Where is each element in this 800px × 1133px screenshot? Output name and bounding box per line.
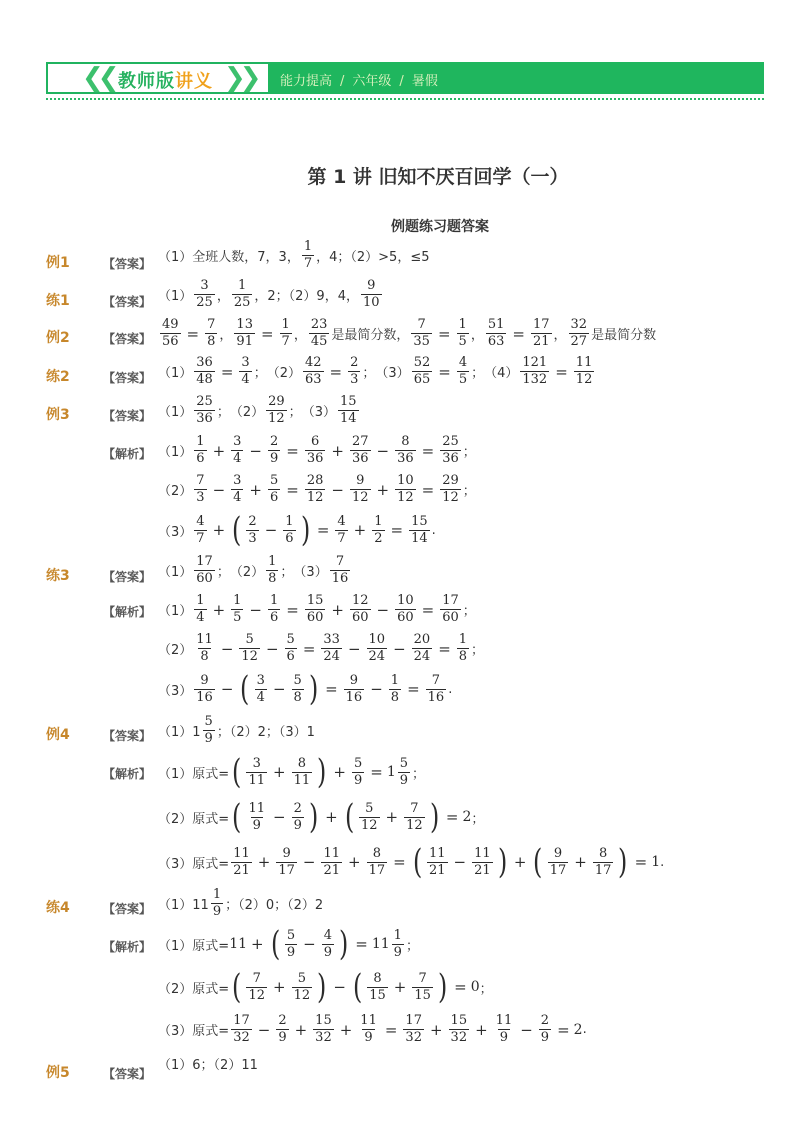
ex2-answer: $\frac{49}{56}$ = $\frac{7}{8}$ ， $\frac{13}{91}$ = $\frac{1}{7}$ ， $\frac{23}{45}$ 是最简分数， $\frac{7}{35}$ = $\frac{1}{5}$ ， $\frac{51}{63}$ = $\frac{17}{21}$ ， $\frac{32}{27}$ 是最简分数 [162, 317, 657, 349]
ex1-answer: （1）全班人数，7，3， $\frac{1}{7}$ ，4；（2）>5，≤5 [158, 239, 430, 271]
ex5-answer: （1）6；（2）11 [158, 1058, 258, 1073]
pr4-analysis-3: （3） 原式= $\frac{17}{32}$ − $\frac{2}{9}$ + $\frac{15}{32}$ + $\frac{11}{9}$ = $\frac{17}{32}$ + $\frac{15}{32}$ + $\frac{11}{9}$ − $\frac{2}{9}$ = 2 . [158, 1013, 587, 1045]
label-pr2: 练2 [46, 369, 70, 385]
answer-tag: 【答案】 [103, 371, 152, 385]
ex3-analysis-2: （2） $\frac{7}{3}$ − $\frac{3}{4}$ + $\frac{5}{6}$ = $\frac{28}{12}$ − $\frac{9}{12}$ + $\frac{10}{12}$ = $\frac{29}{12}$ ； [158, 473, 476, 505]
answer-tag: 【答案】 [103, 570, 152, 584]
answer-tag: 【答案】 [103, 257, 152, 271]
pr3-analysis-1: （1） $\frac{1}{4}$ + $\frac{1}{5}$ − $\frac{1}{6}$ = $\frac{15}{60}$ + $\frac{12}{60}$ − $\frac{10}{60}$ = $\frac{17}{60}$ ； [158, 593, 476, 625]
breadcrumb: 能力提高 / 六年级 / 暑假 [280, 74, 438, 89]
label-ex3: 例3 [46, 407, 70, 423]
label-ex4: 例4 [46, 727, 70, 743]
pr2-answer: （1） $\frac{36}{48}$ = $\frac{3}{4}$ ； （2） $\frac{42}{63}$ = $\frac{2}{3}$ ； （3） $\frac{52}{65}$ = $\frac{4}{5}$ ； （4） $\frac{121}{132}$ = $\frac{11}{12}$ [158, 355, 593, 387]
pr3-analysis-3: （3） $\frac{9}{16}$ − ( $\frac{3}{4}$ − $\frac{5}{8}$ ) = $\frac{9}{16}$ − $\frac{1}{8}$ = $\frac{7}{16}$ . [158, 669, 453, 709]
answer-tag: 【答案】 [103, 332, 152, 346]
ex4-analysis-1: （1） 原式= ( $\frac{3}{11}$ + $\frac{8}{11}$ ) + $\frac{5}{9}$ = 1 $\frac{5}{9}$ ； [158, 752, 426, 792]
label-pr1: 练1 [46, 293, 70, 309]
pr3-analysis-2: （2） $\frac{11}{8}$ − $\frac{5}{12}$ − $\frac{5}{6}$ = $\frac{33}{24}$ − $\frac{10}{24}$ − $\frac{20}{24}$ = $\frac{1}{8}$ ； [158, 632, 485, 664]
page-subtitle: 例题练习题答案 [391, 219, 489, 235]
answer-tag: 【答案】 [103, 1067, 152, 1081]
label-pr3: 练3 [46, 568, 70, 584]
breadcrumb-item: 暑假 [411, 74, 438, 89]
breadcrumb-item: 能力提高 [280, 74, 333, 89]
answer-tag: 【答案】 [103, 902, 152, 916]
answer-tag: 【答案】 [103, 729, 152, 743]
pr4-analysis-2: （2） 原式= ( $\frac{7}{12}$ + $\frac{5}{12}$ ) − ( $\frac{8}{15}$ + $\frac{7}{15}$ ) = 0 ； [158, 967, 493, 1007]
page-title: 第 1 讲 旧知不厌百回学（一） [307, 166, 569, 188]
label-ex2: 例2 [46, 330, 70, 346]
ex3-analysis-1: （1） $\frac{1}{6}$ + $\frac{3}{4}$ − $\frac{2}{9}$ = $\frac{6}{36}$ + $\frac{27}{36}$ − $\frac{8}{36}$ = $\frac{25}{36}$ ； [158, 434, 476, 466]
analysis-tag: 【解析】 [103, 767, 152, 781]
ex4-analysis-3: （3） 原式= $\frac{11}{21}$ + $\frac{9}{17}$ − $\frac{11}{21}$ + $\frac{8}{17}$ = ( $\frac{11}{21}$ − $\frac{11}{21}$ ) + ( $\frac{9}{17}$ + $\frac{8}{17}$ ) = 1 . [158, 842, 665, 882]
answer-tag: 【答案】 [103, 295, 152, 309]
chevron-right-icon: ❯❯ [224, 63, 256, 93]
ex3-answer: （1） $\frac{25}{36}$ ； （2） $\frac{29}{12}$ ； （3） $\frac{15}{14}$ [158, 394, 357, 426]
chevron-left-icon: ❮❮ [82, 63, 114, 93]
ex4-answer: （1）1 $\frac{5}{9}$ ；（2）2；（3）1 [158, 714, 315, 746]
label-pr4: 练4 [46, 900, 70, 916]
ex4-analysis-2: （2） 原式= ( $\frac{11}{9}$ − $\frac{2}{9}$ ) + ( $\frac{5}{12}$ + $\frac{7}{12}$ ) = 2 ； [158, 797, 485, 837]
pr3-answer: （1） $\frac{17}{60}$ ； （2） $\frac{1}{8}$ ； （3） $\frac{7}{16}$ [158, 554, 349, 586]
header-divider [46, 98, 764, 100]
analysis-tag: 【解析】 [103, 940, 152, 954]
pr1-answer: （1） $\frac{3}{25}$ ， $\frac{1}{25}$ ，2；（2）9，4， $\frac{9}{10}$ [158, 278, 380, 310]
breadcrumb-item: 六年级 [352, 74, 392, 89]
header-bar [46, 62, 764, 94]
answer-tag: 【答案】 [103, 409, 152, 423]
analysis-tag: 【解析】 [103, 447, 152, 461]
label-ex1: 例1 [46, 255, 70, 271]
label-ex5: 例5 [46, 1065, 70, 1081]
pr4-analysis-1: （1） 原式= 11 + ( $\frac{5}{9}$ − $\frac{4}{9}$ ) = 11 $\frac{1}{9}$ ； [158, 924, 419, 964]
header-title: 教师版讲义 [118, 71, 213, 92]
pr4-answer: （1）11 $\frac{1}{9}$ ；（2）0；（2）2 [158, 887, 324, 919]
ex3-analysis-3: （3） $\frac{4}{7}$ + ( $\frac{2}{3}$ − $\frac{1}{6}$ ) = $\frac{4}{7}$ + $\frac{1}{2}$ = $\frac{15}{14}$ . [158, 510, 436, 550]
analysis-tag: 【解析】 [103, 605, 152, 619]
